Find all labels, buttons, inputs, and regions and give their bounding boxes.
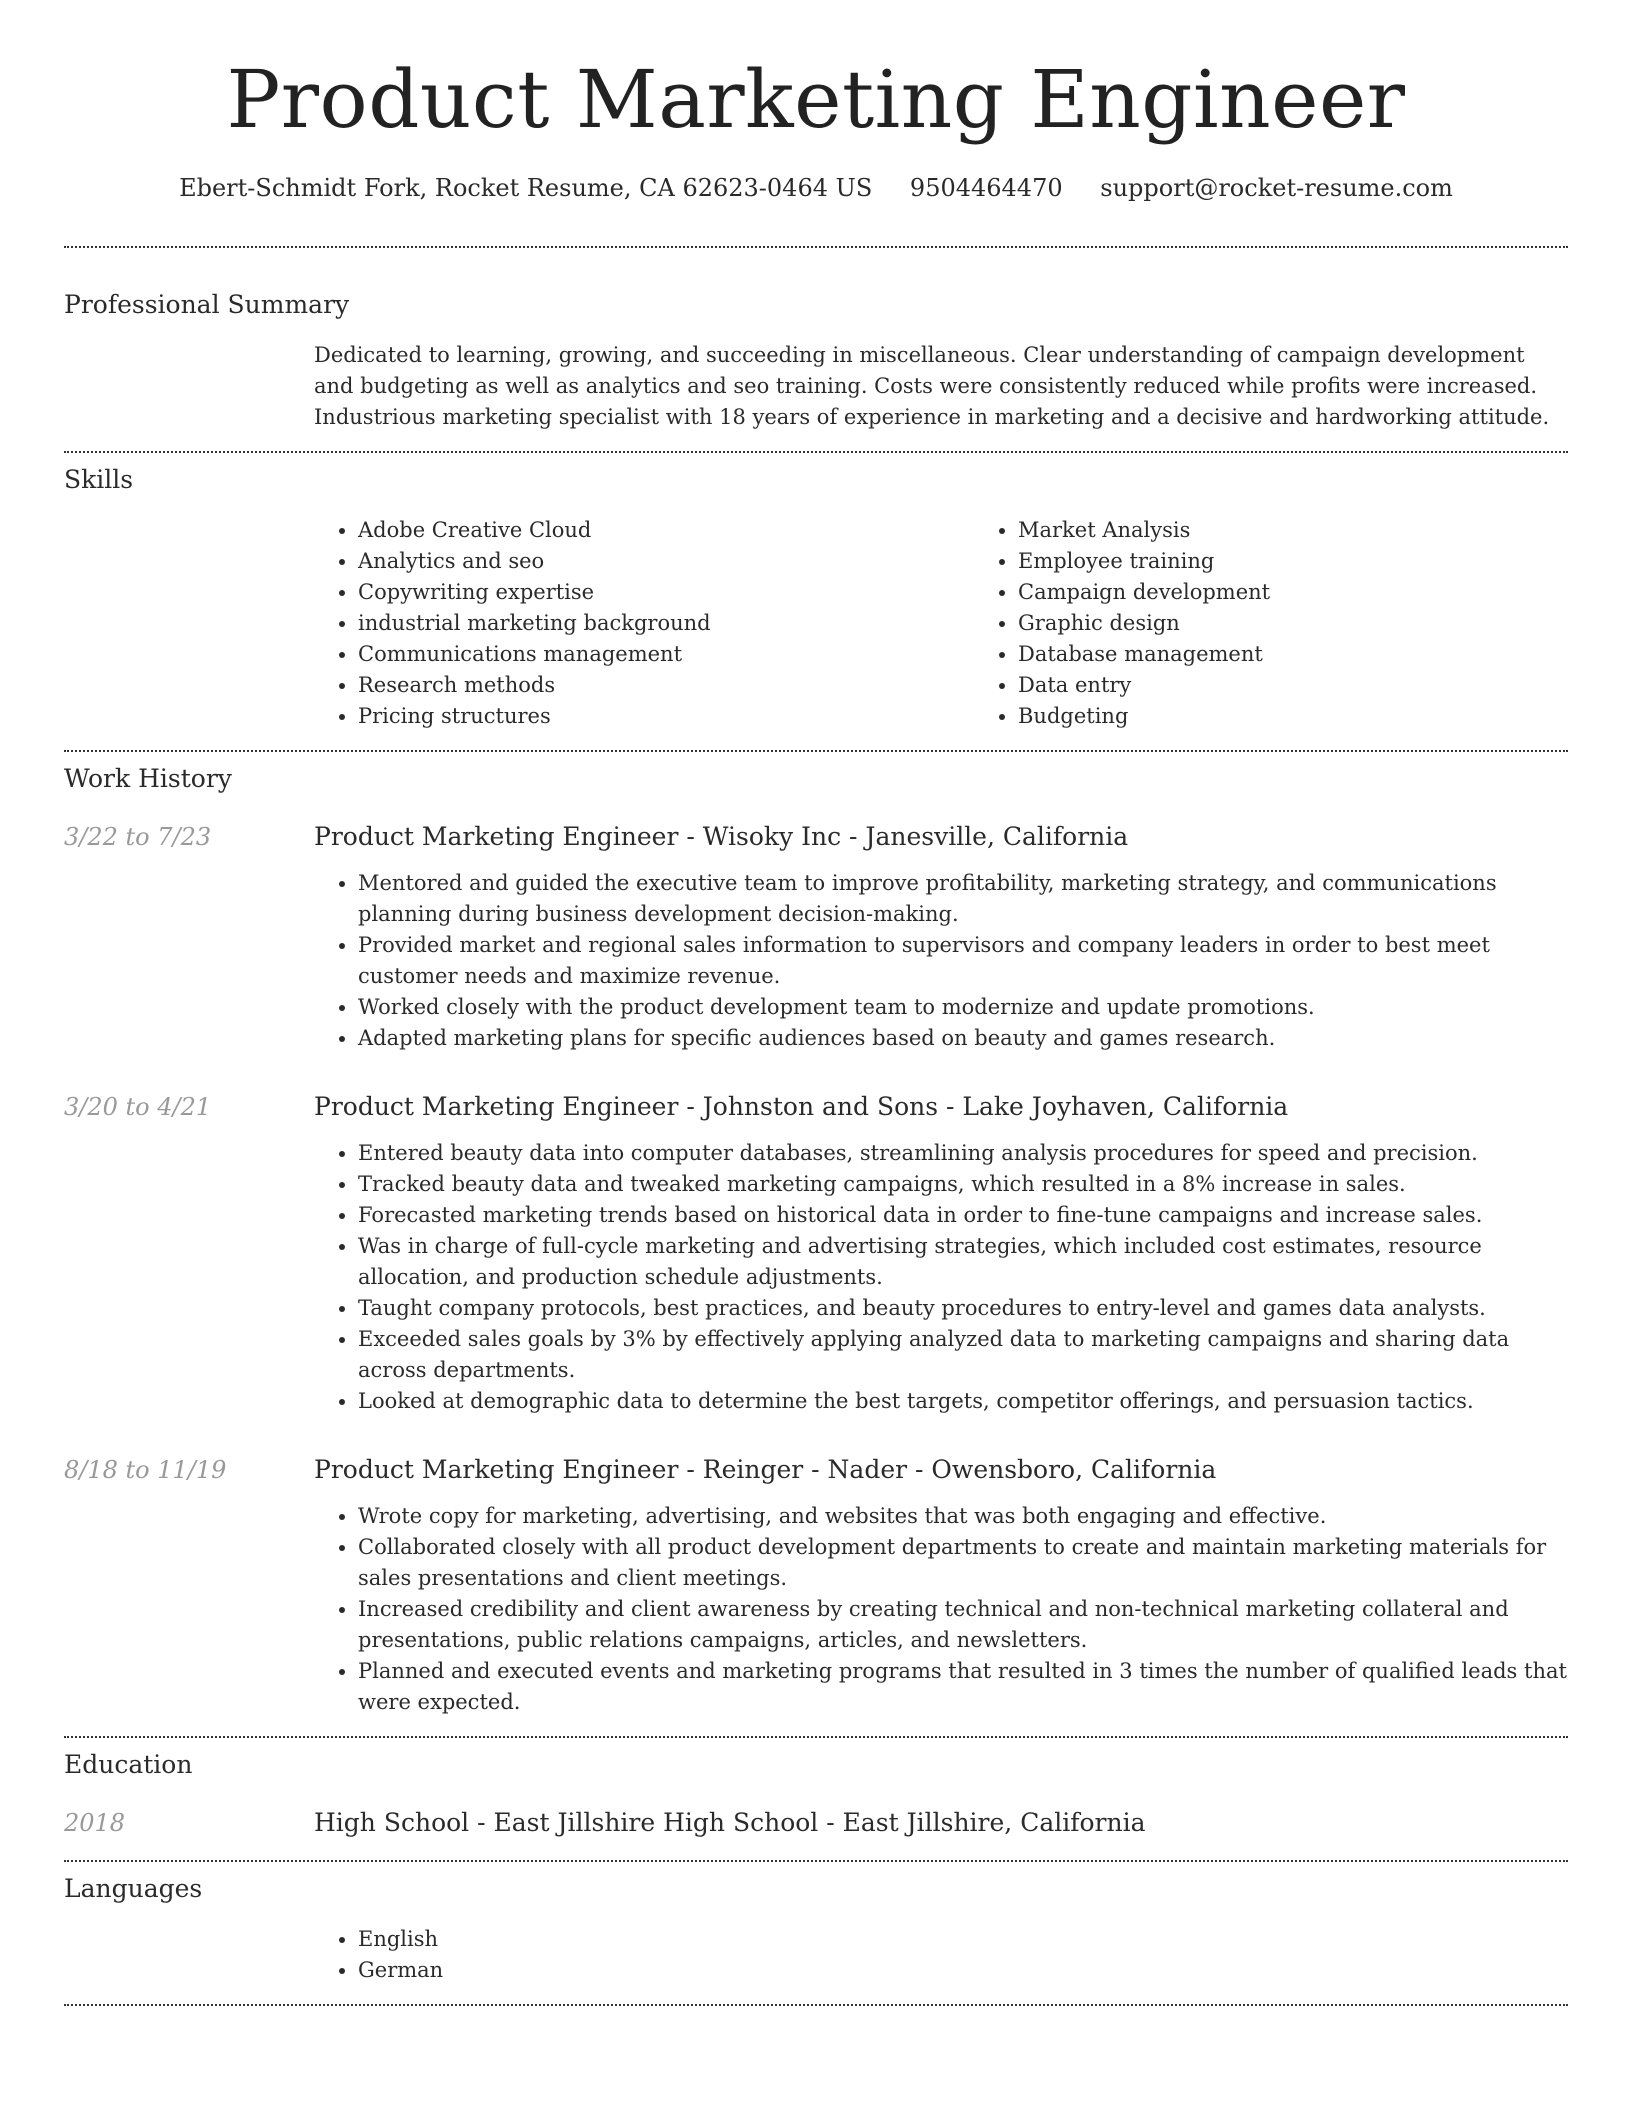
skill-item: • Adobe Creative Cloud bbox=[358, 515, 974, 546]
summary-text: Dedicated to learning, growing, and succeeding in miscellaneous. Clear understanding of campaign development and budgeting as well as analytics and seo training. Costs were consistently reduced while profits were increased. Industrious marketing specialist with 18 years of experience in marketing and a decisive and hardworking attitude. bbox=[314, 343, 1550, 429]
section-divider bbox=[64, 1860, 1568, 1862]
skill-item: • Research methods bbox=[358, 670, 974, 701]
skills-title: Skills bbox=[64, 465, 134, 494]
section-divider bbox=[64, 246, 1568, 248]
contact-line bbox=[64, 172, 1568, 204]
language-item: • German bbox=[358, 1955, 1568, 1986]
summary-section bbox=[64, 288, 1568, 433]
skill-item: • Data entry bbox=[1018, 670, 1568, 701]
job-title: Product Marketing Engineer - Wisoky Inc - Janesville, California bbox=[314, 822, 1129, 851]
languages-list bbox=[314, 1924, 1568, 1986]
job-bullet: • Tracked beauty data and tweaked marketing campaigns, which resulted in a 8% increase in sales. bbox=[358, 1169, 1568, 1200]
job-bullet: • Wrote copy for marketing, advertising, and websites that was both engaging and effective. bbox=[358, 1501, 1568, 1532]
section-divider bbox=[64, 1736, 1568, 1738]
job-bullet: • Looked at demographic data to determine the best targets, competitor offerings, and persuasion tactics. bbox=[358, 1386, 1568, 1417]
job-bullet: • Adapted marketing plans for specific audiences based on beauty and games research. bbox=[358, 1023, 1568, 1054]
education-section bbox=[64, 1748, 1568, 1840]
education-entry bbox=[64, 1806, 1568, 1840]
skills-list-right bbox=[974, 515, 1568, 732]
skill-item: • Database management bbox=[1018, 639, 1568, 670]
contact-email: support@rocket-resume.com bbox=[1100, 174, 1453, 202]
job-bullet: • Planned and executed events and marketing programs that resulted in 3 times the number of qualified leads that were expected. bbox=[358, 1656, 1568, 1718]
skill-item: • Graphic design bbox=[1018, 608, 1568, 639]
skills-list-left bbox=[314, 515, 974, 732]
job-dates: 8/18 to 11/19 bbox=[64, 1456, 227, 1484]
job-bullet: • Entered beauty data into computer databases, streamlining analysis procedures for speed and precision. bbox=[358, 1138, 1568, 1169]
skill-item: • Employee training bbox=[1018, 546, 1568, 577]
job-bullet: • Mentored and guided the executive team to improve profitability, marketing strategy, and communications planning during business development decision-making. bbox=[358, 868, 1568, 930]
skill-item: • Market Analysis bbox=[1018, 515, 1568, 546]
skill-item: • Campaign development bbox=[1018, 577, 1568, 608]
skill-item: • Pricing structures bbox=[358, 701, 974, 732]
job-title: Product Marketing Engineer - Reinger - Nader - Owensboro, California bbox=[314, 1455, 1217, 1484]
skill-item: • Copywriting expertise bbox=[358, 577, 974, 608]
skills-section bbox=[64, 463, 1568, 732]
job-entry bbox=[64, 1453, 1568, 1718]
job-bullet: • Increased credibility and client awareness by creating technical and non-technical marketing collateral and presentations, public relations campaigns, articles, and newsletters. bbox=[358, 1594, 1568, 1656]
job-bullet: • Taught company protocols, best practices, and beauty procedures to entry-level and games data analysts. bbox=[358, 1293, 1568, 1324]
education-degree: High School - East Jillshire High School - East Jillshire, California bbox=[314, 1808, 1146, 1837]
job-bullets bbox=[314, 1501, 1568, 1718]
skill-item: • Analytics and seo bbox=[358, 546, 974, 577]
languages-section bbox=[64, 1872, 1568, 1986]
job-dates: 3/22 to 7/23 bbox=[64, 823, 212, 851]
job-title: Product Marketing Engineer - Johnston and Sons - Lake Joyhaven, California bbox=[314, 1092, 1289, 1121]
work-section bbox=[64, 762, 1568, 1718]
education-year: 2018 bbox=[64, 1809, 126, 1837]
summary-title: Professional Summary bbox=[64, 290, 350, 319]
contact-phone: 9504464470 bbox=[909, 174, 1063, 202]
job-bullets bbox=[314, 868, 1568, 1054]
work-title: Work History bbox=[64, 764, 232, 793]
job-bullet: • Worked closely with the product development team to modernize and update promotions. bbox=[358, 992, 1568, 1023]
job-bullet: • Provided market and regional sales information to supervisors and company leaders in order to best meet customer needs and maximize revenue. bbox=[358, 930, 1568, 992]
job-bullet: • Forecasted marketing trends based on historical data in order to fine-tune campaigns and increase sales. bbox=[358, 1200, 1568, 1231]
language-item: • English bbox=[358, 1924, 1568, 1955]
job-dates: 3/20 to 4/21 bbox=[64, 1093, 212, 1121]
job-bullet: • Exceeded sales goals by 3% by effectively applying analyzed data to marketing campaigns and sharing data across departments. bbox=[358, 1324, 1568, 1386]
section-divider bbox=[64, 750, 1568, 752]
section-divider bbox=[64, 451, 1568, 453]
section-divider bbox=[64, 2004, 1568, 2006]
job-entry bbox=[64, 1090, 1568, 1417]
education-title: Education bbox=[64, 1750, 193, 1779]
job-bullet: • Was in charge of full-cycle marketing and advertising strategies, which included cost estimates, resource allocation, and production schedule adjustments. bbox=[358, 1231, 1568, 1293]
job-entry bbox=[64, 820, 1568, 1054]
job-bullets bbox=[314, 1138, 1568, 1417]
skill-item: • Budgeting bbox=[1018, 701, 1568, 732]
resume-name: Product Marketing Engineer bbox=[226, 53, 1406, 146]
skill-item: • Communications management bbox=[358, 639, 974, 670]
contact-address: Ebert-Schmidt Fork, Rocket Resume, CA 62623-0464 US bbox=[179, 174, 873, 202]
job-bullet: • Collaborated closely with all product development departments to create and maintain marketing materials for sales presentations and client meetings. bbox=[358, 1532, 1568, 1594]
languages-title: Languages bbox=[64, 1874, 203, 1903]
skill-item: • industrial marketing background bbox=[358, 608, 974, 639]
